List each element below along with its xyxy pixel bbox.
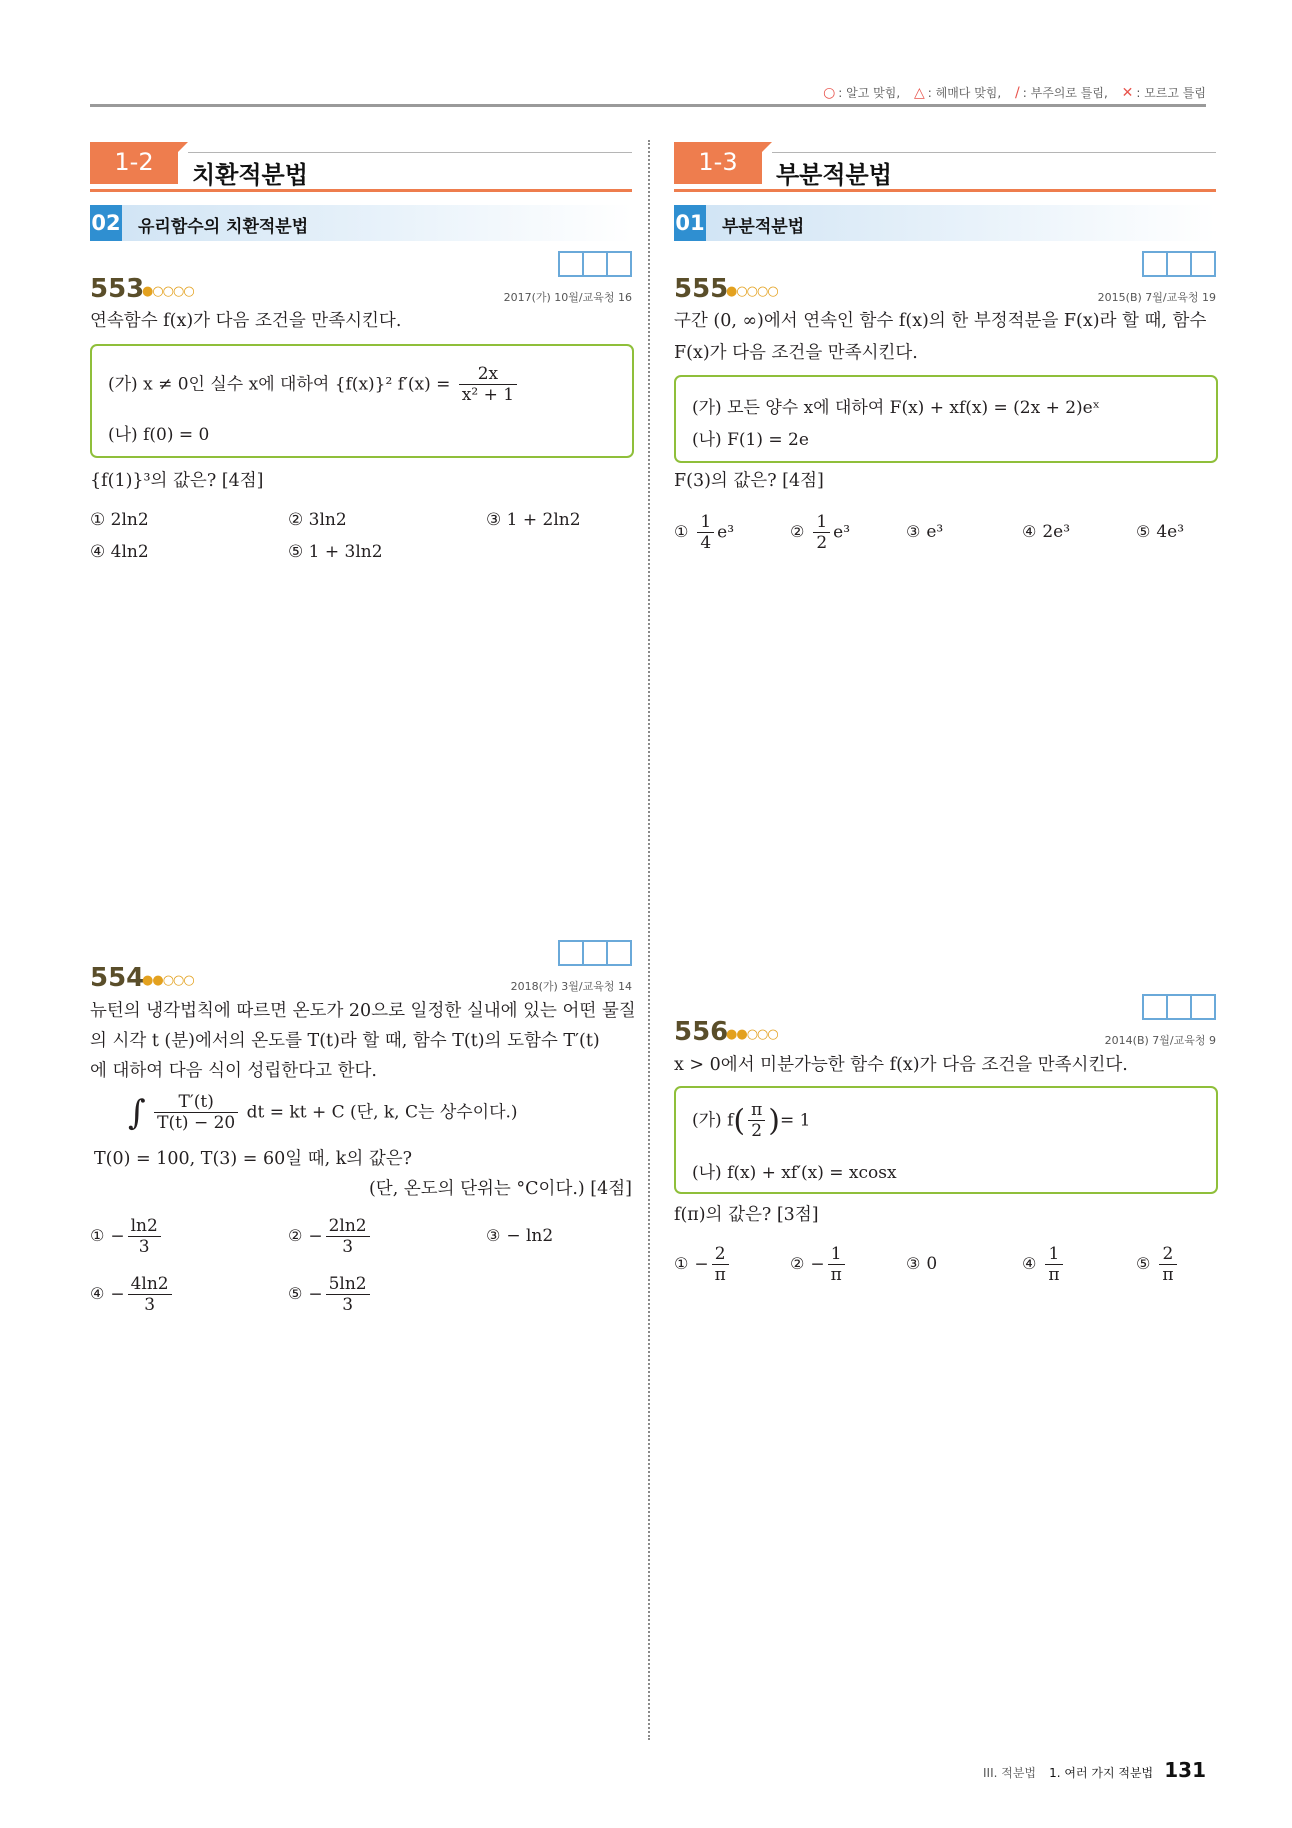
numerator: 2 xyxy=(1159,1244,1176,1265)
self-check-boxes[interactable] xyxy=(1142,251,1216,275)
fraction xyxy=(459,364,517,406)
check-box[interactable] xyxy=(1190,251,1216,277)
numerator: 1 xyxy=(813,512,830,533)
choice-text: 0 xyxy=(926,1254,938,1274)
legend-label: : 모르고 틀림 xyxy=(1136,86,1206,100)
choice-5[interactable] xyxy=(1136,522,1184,542)
choice-label: ③ xyxy=(906,522,921,541)
numerator: π xyxy=(748,1100,765,1121)
condition-a xyxy=(108,364,520,406)
legend-item-struggled xyxy=(914,86,1001,100)
problem-number: 553 xyxy=(90,274,145,304)
check-box[interactable] xyxy=(582,940,608,966)
numerator: 2x xyxy=(459,364,517,385)
condition-a: (가) 모든 양수 x에 대하여 F(x) + xf(x) = (2x + 2)eˣ xyxy=(692,398,1100,418)
choice-label: ④ xyxy=(1022,522,1037,541)
problem-stem: x > 0에서 미분가능한 함수 f(x)가 다음 조건을 만족시킨다. xyxy=(674,1055,1128,1075)
left-paren: ( xyxy=(733,1103,746,1139)
choice-2[interactable] xyxy=(790,512,850,554)
legend-item-correct xyxy=(823,86,900,100)
choice-label: ③ xyxy=(906,1254,921,1273)
minus-sign: − xyxy=(308,1284,323,1305)
choice-text: 4e³ xyxy=(1156,522,1185,542)
divider xyxy=(772,152,1216,153)
fraction xyxy=(128,1274,172,1316)
problem-stem-line1: 구간 (0, ∞)에서 연속인 함수 f(x)의 한 부정적분을 F(x)라 할 때, 함수 xyxy=(674,311,1207,331)
condition-b: (나) f(x) + xf′(x) = xcosx xyxy=(692,1163,897,1183)
choice-tail: e³ xyxy=(833,522,851,543)
condition-a-result: = 1 xyxy=(780,1110,811,1131)
check-box[interactable] xyxy=(606,940,632,966)
problem-stem-line2: 의 시각 t (분)에서의 온도를 T(t)라 할 때, 함수 T(t)의 도함수 T′(t) xyxy=(90,1031,600,1051)
denominator: x² + 1 xyxy=(461,385,515,406)
choice-label: ② xyxy=(790,522,805,542)
minus-sign: − xyxy=(308,1226,323,1247)
divider xyxy=(674,189,1216,192)
choice-text: − ln2 xyxy=(506,1226,554,1246)
page-number: 131 xyxy=(1164,1758,1206,1782)
minus-sign: − xyxy=(694,1254,709,1275)
fraction xyxy=(1045,1244,1062,1286)
choice-2[interactable] xyxy=(790,1244,848,1286)
fraction xyxy=(326,1274,370,1316)
subsection-title: 부분적분법 xyxy=(722,217,805,237)
difficulty-dots: ●○○○○ xyxy=(142,284,194,299)
choice-2[interactable] xyxy=(288,1216,373,1258)
fraction xyxy=(128,1216,161,1258)
problem-question: {f(1)}³의 값은? [4점] xyxy=(90,471,264,491)
column-divider xyxy=(648,140,650,1740)
problem-source: 2015(B) 7월/교육청 19 xyxy=(1097,291,1216,304)
fraction xyxy=(712,1244,729,1286)
choice-4[interactable] xyxy=(1022,522,1070,542)
denominator: 3 xyxy=(138,1237,150,1258)
cross-icon: ✕ xyxy=(1121,85,1134,101)
condition-a-text: (가) x ≠ 0인 실수 x에 대하여 {f(x)}² f′(x) = xyxy=(108,374,451,395)
numerator: ln2 xyxy=(128,1216,161,1237)
check-box[interactable] xyxy=(1166,994,1192,1020)
fraction xyxy=(828,1244,845,1286)
footer-part: III. 적분법 xyxy=(982,1766,1037,1780)
choice-4[interactable] xyxy=(1022,1244,1066,1286)
condition-box xyxy=(90,344,634,458)
triangle-icon: △ xyxy=(913,85,925,101)
right-paren: ) xyxy=(768,1103,781,1139)
choice-label: ④ xyxy=(90,1284,105,1304)
problem-note: (단, 온도의 단위는 °C이다.) [4점] xyxy=(368,1179,632,1199)
subsection-number: 01 xyxy=(674,205,706,241)
section-header-substitution xyxy=(90,142,632,192)
problem-source: 2018(가) 3월/교육청 14 xyxy=(510,980,632,993)
numerator: 4ln2 xyxy=(128,1274,172,1295)
choice-text: 2e³ xyxy=(1042,522,1071,542)
choice-label: ② xyxy=(288,1226,303,1246)
numerator: 5ln2 xyxy=(326,1274,370,1295)
subsection-number: 02 xyxy=(90,205,122,241)
equation-rest: dt = kt + C (단, k, C는 상수이다.) xyxy=(246,1102,518,1123)
condition-box xyxy=(674,1086,1218,1194)
top-rule xyxy=(90,104,1206,107)
choice-1[interactable] xyxy=(90,1216,164,1258)
difficulty-dots: ●●○○○ xyxy=(726,1027,778,1042)
circle-icon: ○ xyxy=(823,85,836,101)
check-box[interactable] xyxy=(558,251,584,277)
self-check-boxes[interactable] xyxy=(1142,994,1216,1018)
legend-label: : 부주의로 틀림, xyxy=(1022,86,1108,100)
denominator: 4 xyxy=(700,533,712,554)
answer-legend xyxy=(813,84,1206,101)
choice-label: ① xyxy=(90,1226,105,1246)
choice-label: ① xyxy=(674,1254,689,1274)
problem-question: F(3)의 값은? [4점] xyxy=(674,471,824,491)
condition-b: (나) f(0) = 0 xyxy=(108,425,210,445)
check-box[interactable] xyxy=(606,251,632,277)
choice-5[interactable] xyxy=(1136,1244,1180,1286)
choice-label: ⑤ xyxy=(288,1284,303,1304)
fraction xyxy=(697,512,714,554)
numerator: 1 xyxy=(1045,1244,1062,1265)
fraction xyxy=(748,1100,765,1142)
fraction xyxy=(154,1092,238,1134)
fraction xyxy=(1159,1244,1176,1286)
denominator: π xyxy=(1162,1265,1174,1286)
slash-icon: / xyxy=(1015,85,1020,101)
numerator: 2ln2 xyxy=(326,1216,370,1237)
choice-5[interactable] xyxy=(288,1274,373,1316)
choice-label: ① xyxy=(674,522,689,542)
condition-box xyxy=(674,375,1218,463)
denominator: π xyxy=(830,1265,842,1286)
check-box[interactable] xyxy=(582,251,608,277)
numerator: 1 xyxy=(697,512,714,533)
self-check-boxes[interactable] xyxy=(558,251,632,275)
minus-sign: − xyxy=(810,1254,825,1275)
legend-item-wrong xyxy=(1122,86,1206,100)
choice-3[interactable] xyxy=(906,1254,937,1274)
problem-stem-line2: F(x)가 다음 조건을 만족시킨다. xyxy=(674,343,918,363)
problem-source: 2014(B) 7월/교육청 9 xyxy=(1104,1034,1216,1047)
check-box[interactable] xyxy=(1142,994,1168,1020)
denominator: 3 xyxy=(342,1237,354,1258)
choice-label: ⑤ xyxy=(1136,522,1151,541)
subsection-bar xyxy=(674,205,1216,241)
condition-a xyxy=(692,1100,810,1142)
problem-given: T(0) = 100, T(3) = 60일 때, k의 값은? xyxy=(94,1149,413,1169)
problem-question: f(π)의 값은? [3점] xyxy=(674,1205,819,1225)
choice-5[interactable]: ⑤ 1 + 3ln2 xyxy=(288,542,383,562)
check-box[interactable] xyxy=(1190,994,1216,1020)
choice-3[interactable]: ③ 1 + 2ln2 xyxy=(486,510,581,530)
legend-label: : 헤매다 맞힘, xyxy=(927,86,1002,100)
choice-1[interactable]: ① 2ln2 xyxy=(90,510,149,530)
choice-4[interactable] xyxy=(90,1274,175,1316)
integral-sign: ∫ xyxy=(128,1092,146,1133)
denominator: T(t) − 20 xyxy=(157,1113,236,1134)
denominator: 3 xyxy=(342,1295,354,1316)
integral-equation xyxy=(128,1092,518,1134)
section-header-integration-by-parts xyxy=(674,142,1216,192)
legend-label: : 알고 맞힘, xyxy=(838,86,901,100)
choice-label: ⑤ xyxy=(1136,1254,1151,1274)
fraction xyxy=(813,512,830,554)
minus-sign: − xyxy=(110,1226,125,1247)
choice-label: ② xyxy=(790,1254,805,1274)
denominator: 2 xyxy=(816,533,828,554)
divider xyxy=(90,189,632,192)
footer-chapter: 1. 여러 가지 적분법 xyxy=(1049,1766,1154,1780)
self-check-boxes[interactable] xyxy=(558,940,632,964)
section-tab: 1-3 xyxy=(674,142,762,184)
choice-1[interactable] xyxy=(674,1244,732,1286)
problem-stem-line1: 뉴턴의 냉각법칙에 따르면 온도가 20으로 일정한 실내에 있는 어떤 물질 xyxy=(90,1001,636,1021)
check-box[interactable] xyxy=(1142,251,1168,277)
subsection-bar xyxy=(90,205,632,241)
numerator: 2 xyxy=(712,1244,729,1265)
denominator: π xyxy=(1048,1265,1060,1286)
problem-stem-line3: 에 대하여 다음 식이 성립한다고 한다. xyxy=(90,1061,377,1081)
choice-label: ④ xyxy=(1022,1254,1037,1274)
denominator: 2 xyxy=(751,1121,763,1142)
denominator: π xyxy=(714,1265,726,1286)
condition-a-text: (가) f xyxy=(692,1110,734,1131)
section-title: 부분적분법 xyxy=(776,161,892,189)
section-title: 치환적분법 xyxy=(192,161,308,189)
check-box[interactable] xyxy=(1166,251,1192,277)
problem-number: 556 xyxy=(674,1017,729,1047)
denominator: 3 xyxy=(144,1295,156,1316)
choice-1[interactable] xyxy=(674,512,734,554)
divider xyxy=(188,152,632,153)
condition-b: (나) F(1) = 2e xyxy=(692,430,809,450)
choice-label: ③ xyxy=(486,1226,501,1245)
numerator: T′(t) xyxy=(154,1092,238,1113)
choice-3[interactable] xyxy=(486,1226,553,1246)
difficulty-dots: ●○○○○ xyxy=(726,284,778,299)
section-tab: 1-2 xyxy=(90,142,178,184)
problem-number: 554 xyxy=(90,963,145,993)
difficulty-dots: ●●○○○ xyxy=(142,973,194,988)
choice-3[interactable] xyxy=(906,522,943,542)
fraction xyxy=(326,1216,370,1258)
choice-text: e³ xyxy=(926,522,944,542)
problem-number: 555 xyxy=(674,274,729,304)
check-box[interactable] xyxy=(558,940,584,966)
numerator: 1 xyxy=(828,1244,845,1265)
legend-item-careless xyxy=(1015,86,1108,100)
choice-4[interactable]: ④ 4ln2 xyxy=(90,542,149,562)
subsection-title: 유리함수의 치환적분법 xyxy=(138,217,309,237)
problem-source: 2017(가) 10월/교육청 16 xyxy=(503,291,632,304)
minus-sign: − xyxy=(110,1284,125,1305)
page-footer xyxy=(983,1758,1206,1782)
problem-stem: 연속함수 f(x)가 다음 조건을 만족시킨다. xyxy=(90,311,402,331)
choice-2[interactable]: ② 3ln2 xyxy=(288,510,347,530)
choice-tail: e³ xyxy=(717,522,735,543)
